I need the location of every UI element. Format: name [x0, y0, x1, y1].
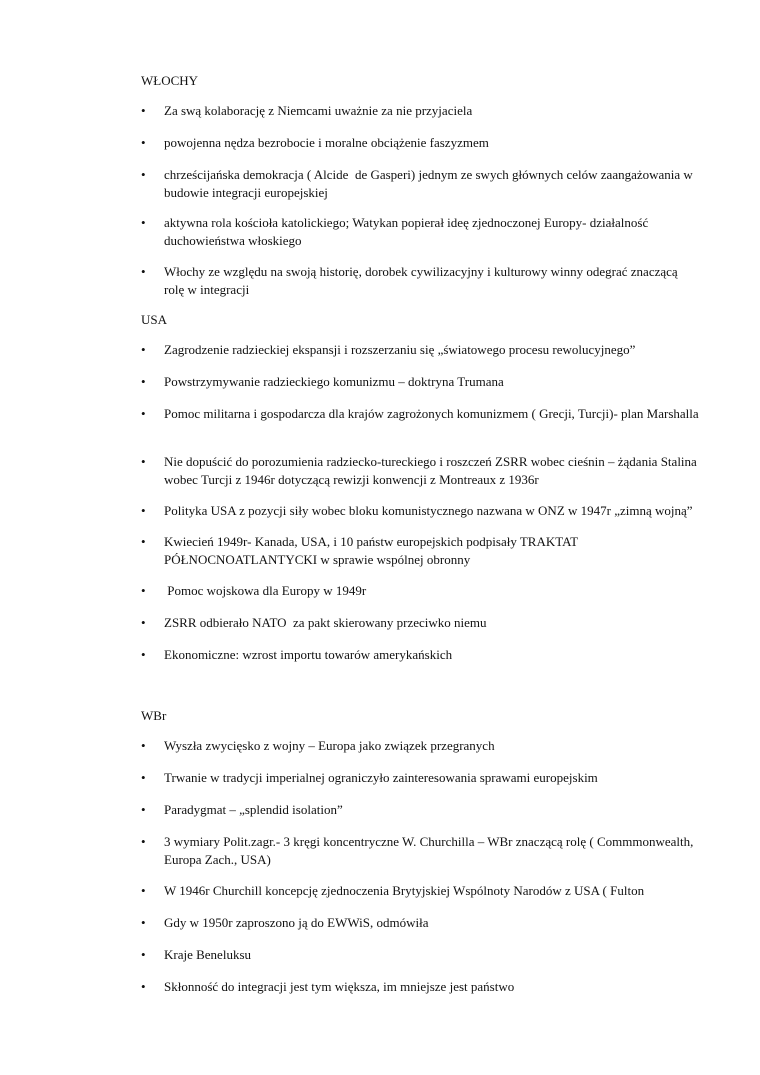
list-item-text: chrześcijańska demokracja ( Alcide de Gasperi) jednym ze swych głównych celów zaangażowania w budowie integracji europejskiej — [164, 167, 697, 200]
list-item-text: Ekonomiczne: wzrost importu towarów amerykańskich — [164, 647, 453, 662]
bullet-icon: • — [141, 915, 146, 930]
bullet-icon: • — [141, 264, 146, 279]
bullet-icon: • — [141, 534, 146, 549]
bullet-icon: • — [141, 583, 146, 598]
list-item — [141, 263, 701, 299]
list-item — [141, 533, 701, 569]
bullet-icon: • — [141, 503, 146, 518]
list-item-text: Polityka USA z pozycji siły wobec bloku komunistycznego nazwana w ONZ w 1947r „zimną wojną” — [164, 503, 693, 518]
list-item — [141, 737, 701, 755]
list-item-text: aktywna rola kościoła katolickiego; Watykan popierał ideę zjednoczonej Europy- działalność duchowieństwa włoskiego — [164, 215, 652, 248]
list-item — [141, 582, 701, 600]
list-item — [141, 502, 701, 520]
list-item — [141, 914, 701, 932]
list-item-text: Powstrzymywanie radzieckiego komunizmu – doktryna Trumana — [164, 374, 504, 389]
list-item-text: ZSRR odbierało NATO za pakt skierowany przeciwko niemu — [164, 615, 487, 630]
list-item — [141, 102, 701, 120]
list-item-text: Zagrodzenie radzieckiej ekspansji i rozszerzaniu się „światowego procesu rewolucyjnego” — [164, 342, 636, 357]
section-heading-usa: USA — [141, 312, 168, 327]
bullet-icon: • — [141, 615, 146, 630]
list-item — [141, 341, 701, 359]
bullet-icon: • — [141, 135, 146, 150]
list-item — [141, 646, 701, 664]
bullet-icon: • — [141, 770, 146, 785]
bullet-icon: • — [141, 342, 146, 357]
list-item-text: Gdy w 1950r zaproszono ją do EWWiS, odmówiła — [164, 915, 429, 930]
bullet-icon: • — [141, 738, 146, 753]
list-item — [141, 882, 701, 900]
section-heading-wlochy: WŁOCHY — [141, 73, 199, 88]
list-item-text: Paradygmat – „splendid isolation” — [164, 802, 343, 817]
list-item-text: Trwanie w tradycji imperialnej ograniczyło zainteresowania sprawami europejskim — [164, 770, 598, 785]
bullet-icon: • — [141, 979, 146, 994]
list-item — [141, 769, 701, 787]
bullet-icon: • — [141, 883, 146, 898]
section-heading-wbr: WBr — [141, 708, 167, 723]
list-item-text: Wyszła zwycięsko z wojny – Europa jako związek przegranych — [164, 738, 495, 753]
bullet-icon: • — [141, 406, 146, 421]
list-item-text: Kraje Beneluksu — [164, 947, 252, 962]
list-item-text: powojenna nędza bezrobocie i moralne obciążenie faszyzmem — [164, 135, 489, 150]
list-item-text: Za swą kolaborację z Niemcami uważnie za nie przyjaciela — [164, 103, 473, 118]
bullet-icon: • — [141, 947, 146, 962]
bullet-icon: • — [141, 215, 146, 230]
list-item — [141, 373, 701, 391]
list-item — [141, 833, 701, 869]
bullet-icon: • — [141, 802, 146, 817]
list-item-text: Pomoc militarna i gospodarcza dla krajów zagrożonych komunizmem ( Grecji, Turcji)- plan Marshalla — [164, 406, 699, 421]
list-item-text: 3 wymiary Polit.zagr.- 3 kręgi koncentryczne W. Churchilla – WBr znaczącą rolę ( Commmonwealth, Europa Zach., USA) — [164, 834, 697, 867]
list-item-text: Kwiecień 1949r- Kanada, USA, i 10 państw europejskich podpisały TRAKTAT PÓŁNOCNOATLANTYCKI w sprawie wspólnej obronny — [164, 534, 582, 567]
list-item — [141, 801, 701, 819]
list-item — [141, 453, 701, 489]
list-item-text: Pomoc wojskowa dla Europy w 1949r — [164, 583, 367, 598]
list-item — [141, 134, 701, 152]
list-item — [141, 214, 701, 250]
bullet-icon: • — [141, 103, 146, 118]
list-item — [141, 614, 701, 632]
list-item-text: W 1946r Churchill koncepcję zjednoczenia Brytyjskiej Wspólnoty Narodów z USA ( Fulton — [164, 883, 645, 898]
bullet-icon: • — [141, 647, 146, 662]
bullet-icon: • — [141, 834, 146, 849]
list-item — [141, 405, 701, 423]
list-item — [141, 946, 701, 964]
list-item-text: Włochy ze względu na swoją historię, dorobek cywilizacyjny i kulturowy winny odegrać znaczącą rolę w integracji — [164, 264, 681, 297]
list-item — [141, 978, 701, 996]
list-item — [141, 166, 701, 202]
list-item-text: Skłonność do integracji jest tym większa, im mniejsze jest państwo — [164, 979, 515, 994]
list-item-text: Nie dopuścić do porozumienia radziecko-tureckiego i roszczeń ZSRR wobec cieśnin – żądania Stalina wobec Turcji z 1946r dotyczącą rewizji konwencji z Montreaux z 1936r — [164, 454, 701, 487]
bullet-icon: • — [141, 167, 146, 182]
bullet-icon: • — [141, 374, 146, 389]
bullet-icon: • — [141, 454, 146, 469]
